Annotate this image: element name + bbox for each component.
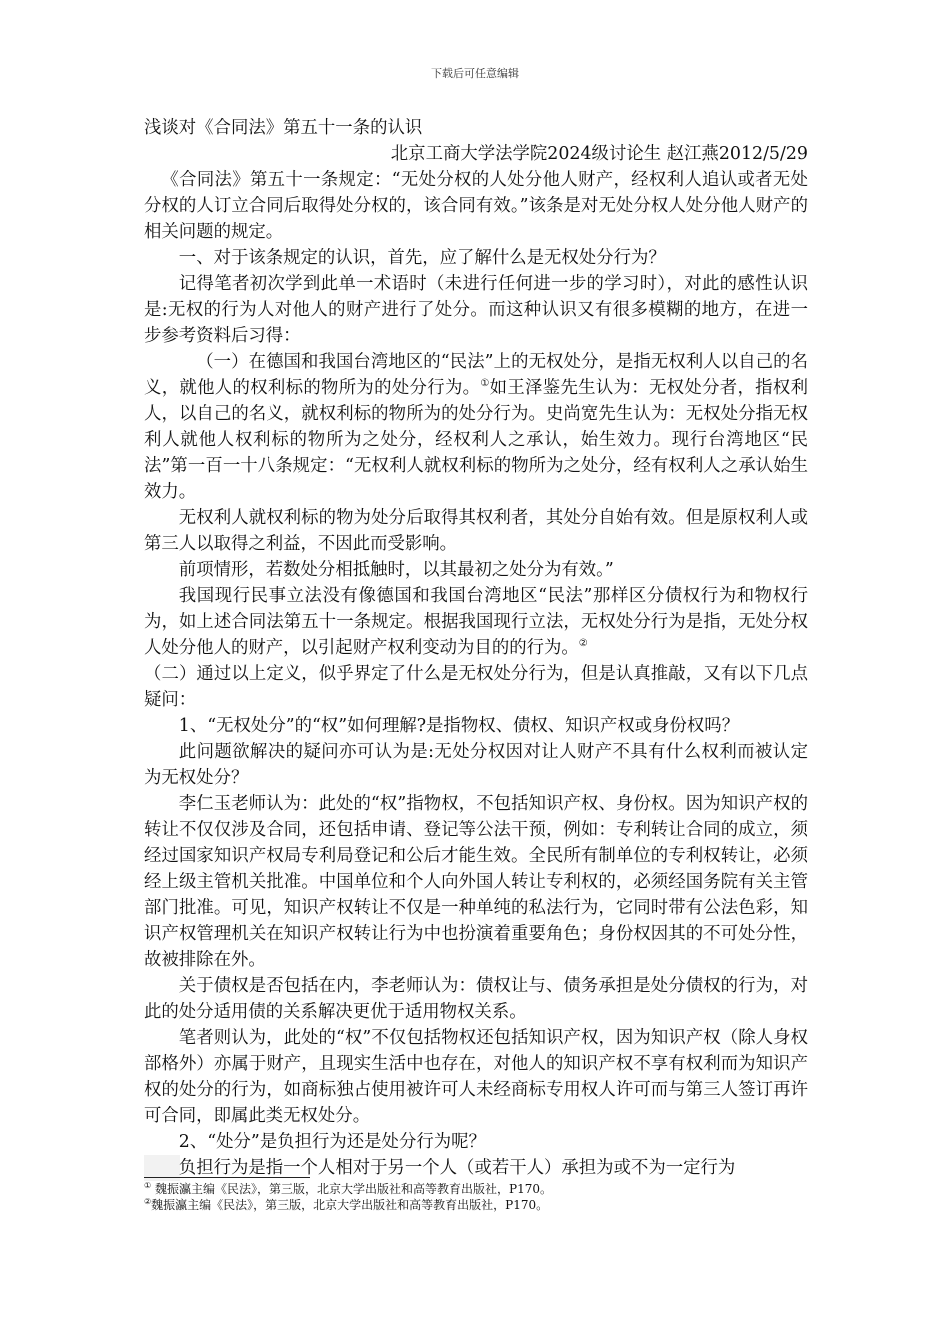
- paragraph-4-part-a: （一）在德国和我国台湾地区的“民法”上的无权处分，是指无权利人以自己的名义，就他人的权利标的物所为的处分行为。: [144, 352, 808, 398]
- page-header-note: 下载后可任意编辑: [431, 67, 519, 80]
- paragraph-4-part-b: 如王泽鉴先生认为：无权处分者，指权利人，以自己的名义，就权利标的物所为的处分行为。史尚宽先生认为：无权处分指无权利人就他人权利标的物所为之处分，经权利人之承认，始生效力。现行台湾地区“民法”第一百一十八条规定：“无权利人就权利标的物所为之处分，经有权利人之承认始生效力。: [144, 378, 808, 502]
- paragraph-6: 前项情形，若数处分相抵触时，以其最初之处分为有效。”: [178, 560, 614, 580]
- article-title: 浅谈对《合同法》第五十一条的认识: [144, 118, 423, 138]
- footnotes: [144, 1181, 808, 1213]
- footnote-1-mark: ①: [144, 1181, 152, 1190]
- footnote-ref-2[interactable]: ②: [578, 638, 588, 650]
- footnote-1: [144, 1181, 808, 1197]
- paragraph-3: 记得笔者初次学到此单一术语时（未进行任何进一步的学习时），对此的感性认识是:无权的行为人对他人的财产进行了处分。而这种认识又有很多模糊的地方，在进一步参考资料后习得：: [144, 274, 808, 346]
- footnote-separator: [144, 1177, 310, 1178]
- footnote-2-mark: ②: [144, 1197, 152, 1206]
- footnote-2: [144, 1197, 808, 1213]
- footnote-2-text: 魏振瀛主编《民法》，第三版，北京大学出版社和高等教育出版社，P170。: [151, 1198, 549, 1212]
- footnote-1-text: 魏振瀛主编《民法》，第三版，北京大学出版社和高等教育出版社，P170。: [151, 1182, 552, 1196]
- paragraph-13: 笔者则认为，此处的“权”不仅包括物权还包括知识产权，因为知识产权（除人身权部格外）亦属于财产，且现实生活中也存在，对他人的知识产权不享有权利而为知识产权的处分的行为，如商标独占使用被许可人未经商标专用权人许可而与第三人签订再许可合同，即属此类无权处分。: [144, 1028, 808, 1126]
- paragraph-14: 2、“处分”是负担行为还是处分行为呢？: [178, 1132, 486, 1152]
- article-byline: 北京工商大学法学院2024级讨论生 赵江燕2012/5/29: [390, 144, 808, 164]
- paragraph-15: 负担行为是指一个人相对于另一个人（或若干人）承担为或不为一定行为: [144, 1155, 808, 1181]
- paragraph-11: 李仁玉老师认为：此处的“权”指物权，不包括知识产权、身份权。因为知识产权的转让不仅仅涉及合同，还包括申请、登记等公法干预，例如：专利转让合同的成立，须经过国家知识产权局专利局登记和公后才能生效。全民所有制单位的专利权转让，必须经上级主管机关批准。中国单位和个人向外国人转让专利权的，必须经国务院有关主管部门批准。可见，知识产权转让不仅是一种单纯的私法行为，它同时带有公法色彩，知识产权管理机关在知识产权转让行为中也扮演着重要角色；身份权因其的不可处分性，故被排除在外。: [144, 794, 808, 970]
- article-body: [144, 115, 808, 1181]
- paragraph-1: 《合同法》第五十一条规定：“无处分权的人处分他人财产，经权利人追认或者无处分权的人订立合同后取得处分权的，该合同有效。”该条是对无处分权人处分他人财产的相关问题的规定。: [144, 170, 808, 242]
- paragraph-7: [144, 583, 808, 661]
- paragraph-8: （二）通过以上定义，似乎界定了什么是无权处分行为，但是认真推敲，又有以下几点疑问：: [144, 664, 808, 710]
- footnote-ref-1[interactable]: ①: [480, 378, 490, 390]
- paragraph-10: 此问题欲解决的疑问亦可认为是:无处分权因对让人财产不具有什么权利而被认定为无权处分？: [144, 742, 808, 788]
- paragraph-4: [144, 349, 808, 505]
- paragraph-12: 关于债权是否包括在内，李老师认为：债权让与、债务承担是处分债权的行为，对此的处分适用债的关系解决更优于适用物权关系。: [144, 976, 808, 1022]
- paragraph-2: 一、对于该条规定的认识，首先，应了解什么是无权处分行为？: [178, 248, 666, 268]
- paragraph-9: 1、“无权处分”的“权”如何理解?是指物权、债权、知识产权或身份权吗？: [178, 716, 740, 736]
- paragraph-7-text: 我国现行民事立法没有像德国和我国台湾地区“民法”那样区分债权行为和物权行为，如上述合同法第五十一条规定。根据我国现行立法，无权处分行为是指，无处分权人处分他人的财产，以引起财产权利变动为目的的行为。: [144, 586, 808, 658]
- paragraph-5: 无权利人就权利标的物为处分后取得其权利者，其处分自始有效。但是原权利人或第三人以取得之利益，不因此而受影响。: [144, 508, 808, 554]
